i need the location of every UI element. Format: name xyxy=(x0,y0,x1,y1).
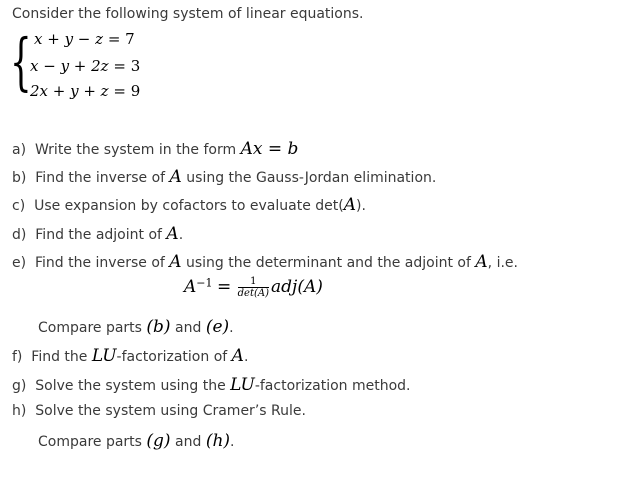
item-g xyxy=(12,375,411,395)
item-f-label: f) xyxy=(12,349,23,365)
item-c-text-2: ). xyxy=(356,198,366,214)
item-e-math-2: A xyxy=(475,252,488,272)
item-h xyxy=(12,403,306,419)
compare-gh-math-1: (g) xyxy=(146,431,171,451)
item-c-label: c) xyxy=(12,198,26,214)
compare-be-math-2: (e) xyxy=(205,317,230,337)
item-e-text-3: , i.e. xyxy=(487,255,518,271)
item-a-text: Write the system in the form xyxy=(34,142,237,158)
equation-1: x + y − z = 7 xyxy=(34,30,135,48)
item-b-text-2: using the Gauss-Jordan elimination. xyxy=(186,170,437,186)
item-d-math: A xyxy=(166,224,179,244)
item-e-label: e) xyxy=(12,255,27,271)
equation-3-lhs: 2x + y + z xyxy=(30,82,109,100)
compare-be-dot: . xyxy=(229,320,234,336)
compare-be-math-1: (b) xyxy=(146,317,171,337)
item-g-math: LU xyxy=(230,375,255,395)
item-b-label: b) xyxy=(12,170,27,186)
equation-2: x − y + 2z = 3 xyxy=(30,57,141,75)
item-g-text-2: -factorization method. xyxy=(254,378,411,394)
item-e-text-2: using the determinant and the adjoint of xyxy=(186,255,471,271)
item-a-math: Ax = b xyxy=(240,139,299,159)
problem-intro: Consider the following system of linear equations. xyxy=(12,6,364,22)
inverse-formula xyxy=(184,276,323,300)
compare-gh-and: and xyxy=(175,434,202,450)
system-brace: { xyxy=(10,25,32,98)
item-c-math: A xyxy=(343,195,356,215)
item-a-label: a) xyxy=(12,142,27,158)
item-f-text-1: Find the xyxy=(31,349,88,365)
item-e-math-1: A xyxy=(169,252,182,272)
equation-2-lhs: x − y + 2z xyxy=(30,57,109,75)
compare-be-and: and xyxy=(175,320,202,336)
item-a xyxy=(12,139,298,159)
equation-1-lhs: x + y − z xyxy=(34,30,104,48)
formula-numerator: 1 xyxy=(238,276,269,288)
formula-rhs: adj(A) xyxy=(271,277,323,297)
item-f-math-1: LU xyxy=(91,346,117,366)
item-f-text-2: -factorization of xyxy=(116,349,228,365)
formula-denominator: det(A) xyxy=(237,288,270,299)
item-b-text-1: Find the inverse of xyxy=(35,170,166,186)
item-f-text-3: . xyxy=(243,349,249,365)
compare-gh-dot: . xyxy=(230,434,235,450)
formula-lhs: A xyxy=(184,277,197,297)
item-h-text: Solve the system using Cramer’s Rule. xyxy=(35,403,306,419)
equation-3-rhs: 9 xyxy=(130,82,141,100)
formula-eq: = xyxy=(216,277,232,297)
item-d-label: d) xyxy=(12,227,27,243)
equation-2-rhs: 3 xyxy=(130,57,141,75)
item-c-text-1: Use expansion by cofactors to evaluate det( xyxy=(34,198,344,214)
item-c xyxy=(12,195,366,215)
item-b xyxy=(12,167,436,187)
item-g-label: g) xyxy=(12,378,27,394)
item-e-text-1: Find the inverse of xyxy=(34,255,165,271)
item-g-text-1: Solve the system using the xyxy=(35,378,226,394)
formula-sup: −1 xyxy=(196,276,213,290)
item-f xyxy=(12,346,248,366)
item-e xyxy=(12,252,518,272)
compare-g-h xyxy=(38,431,235,451)
compare-gh-text: Compare parts xyxy=(38,434,142,450)
item-h-label: h) xyxy=(12,403,27,419)
item-d-text-2: . xyxy=(178,227,184,243)
formula-fraction xyxy=(238,276,269,300)
compare-b-e xyxy=(38,317,234,337)
item-d xyxy=(12,224,183,244)
item-f-math-2: A xyxy=(231,346,244,366)
compare-gh-math-2: (h) xyxy=(205,431,231,451)
item-d-text-1: Find the adjoint of xyxy=(35,227,162,243)
item-b-math: A xyxy=(169,167,182,187)
compare-be-text: Compare parts xyxy=(38,320,142,336)
equation-1-rhs: 7 xyxy=(125,30,135,48)
equation-3: 2x + y + z = 9 xyxy=(30,82,141,100)
